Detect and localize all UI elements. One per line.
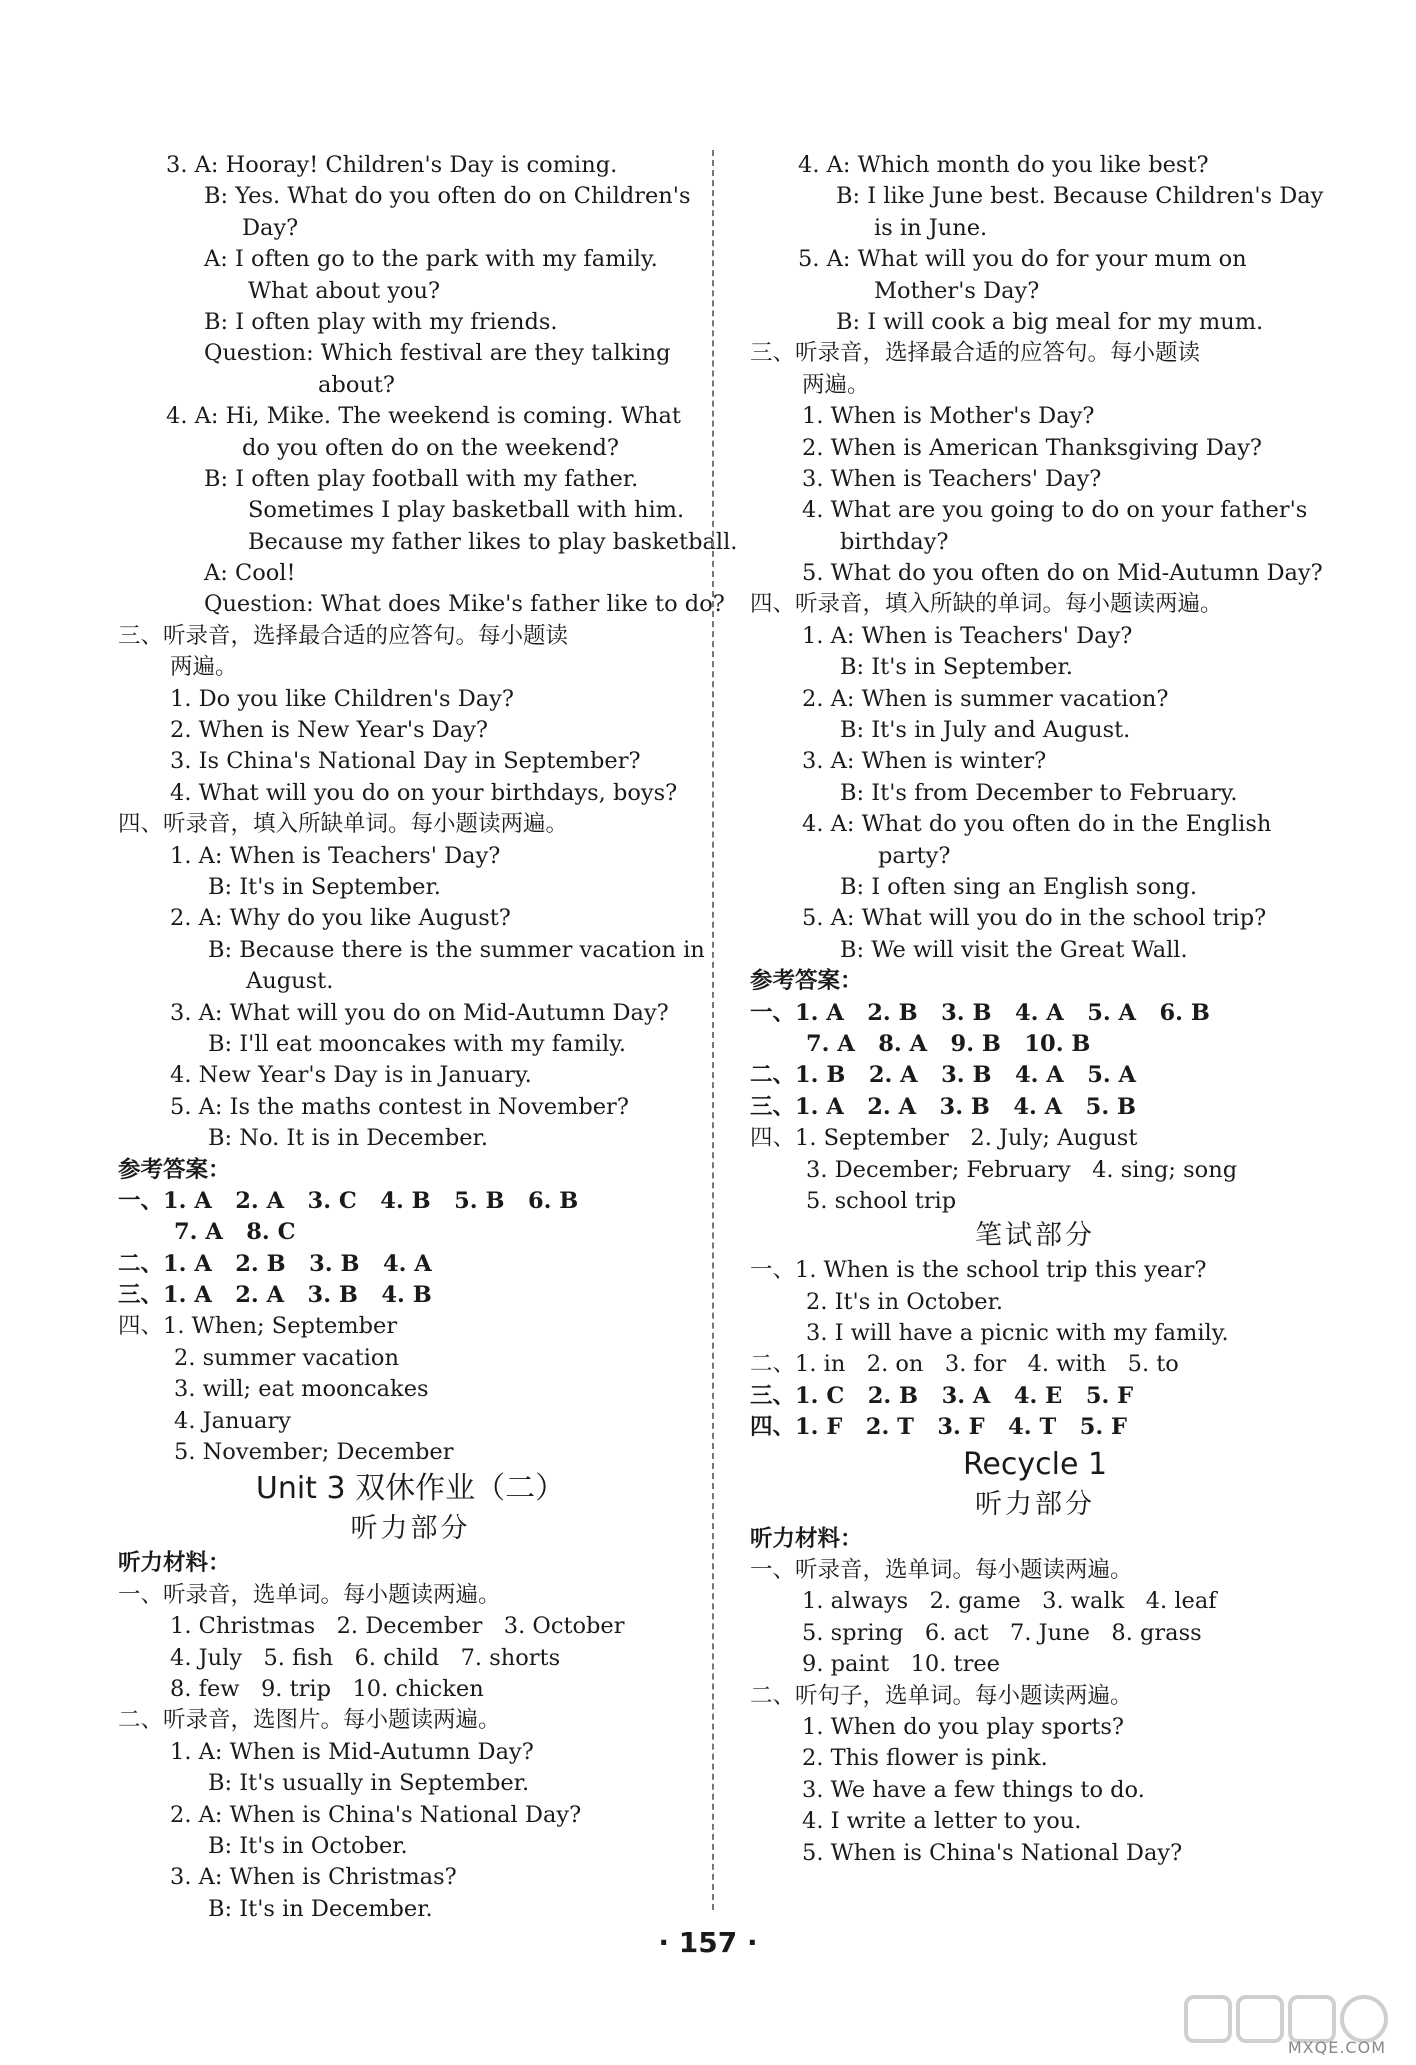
left-column-line: B: I often play football with my father. (204, 465, 639, 492)
left-column-line: 1. A: When is Teachers' Day? (170, 842, 501, 869)
left-column-line: 2. A: Why do you like August? (170, 905, 511, 932)
right-column-line: Recycle 1 (962, 1446, 1108, 1482)
right-column-line: birthday? (840, 528, 949, 555)
right-column-line: 三、1. C 2. B 3. A 4. E 5. F (750, 1382, 1134, 1409)
right-column-line: 三、1. A 2. A 3. B 4. A 5. B (750, 1093, 1137, 1120)
right-column-line: 3. December; February 4. sing; song (806, 1156, 1238, 1183)
left-column-line: 3. A: Hooray! Children's Day is coming. (166, 152, 618, 178)
left-column-line: Unit 3 双休作业（二） (255, 1471, 566, 1507)
column-divider (712, 150, 714, 1910)
left-column-line: 3. Is China's National Day in September? (170, 748, 641, 775)
right-column-line: 1. A: When is Teachers' Day? (802, 622, 1133, 649)
left-column-line: 三、听录音，选择最合适的应答句。每小题读 (118, 622, 569, 649)
left-column-line: A: I often go to the park with my family. (204, 246, 658, 273)
right-column-line: 听力部分 (975, 1488, 1095, 1520)
left-column-line: do you often do on the weekend? (242, 434, 619, 461)
left-column-line: B: I often play with my friends. (204, 308, 558, 335)
right-column-line: 1. always 2. game 3. walk 4. leaf (802, 1588, 1217, 1615)
watermark-text: MXQE.COM (1287, 2038, 1386, 2057)
left-column-line: 1. A: When is Mid-Autumn Day? (170, 1738, 534, 1765)
left-column (118, 150, 738, 1925)
left-column-line: Question: Which festival are they talking (204, 340, 671, 367)
right-column-line: B: We will visit the Great Wall. (840, 936, 1188, 963)
left-column-line: B: It's usually in September. (208, 1770, 530, 1797)
left-column-line: 4. New Year's Day is in January. (170, 1062, 532, 1089)
left-column-line: 4. July 5. fish 6. child 7. shorts (170, 1644, 561, 1671)
right-column-line: 4. What are you going to do on your father's (802, 497, 1308, 524)
left-column-line: 四、听录音，填入所缺单词。每小题读两遍。 (118, 811, 569, 838)
right-column-line: 5. When is China's National Day? (802, 1839, 1183, 1866)
right-column-line: 参考答案： (750, 968, 863, 995)
right-column-line: 2. It's in October. (806, 1288, 1004, 1315)
right-column-line: 7. A 8. A 9. B 10. B (806, 1030, 1091, 1057)
left-column-line: August. (246, 968, 334, 995)
left-column-line: B: It's in October. (208, 1832, 408, 1859)
left-column-line: 四、1. When; September (118, 1313, 398, 1340)
left-column-line: What about you? (248, 277, 441, 304)
right-column-line: Mother's Day? (874, 277, 1040, 304)
left-column-line: 4. A: Hi, Mike. The weekend is coming. What (166, 403, 681, 430)
left-column-line: B: It's in September. (208, 873, 441, 900)
right-column-line: 3. A: When is winter? (802, 748, 1047, 775)
right-column-line: 1. When is Mother's Day? (802, 403, 1095, 430)
left-column-line: 3. A: When is Christmas? (170, 1864, 457, 1891)
right-column-line: is in June. (874, 214, 988, 241)
right-column-line: 二、听句子，选单词。每小题读两遍。 (750, 1682, 1133, 1709)
right-column-line: 听力材料： (750, 1525, 863, 1552)
right-column-line: 3. When is Teachers' Day? (802, 465, 1102, 492)
right-column-line: 两遍。 (802, 371, 870, 398)
right-column-line: 2. When is American Thanksgiving Day? (802, 434, 1262, 461)
right-column-line: 二、1. B 2. A 3. B 4. A 5. A (750, 1062, 1137, 1089)
left-column-line: 2. A: When is China's National Day? (170, 1801, 582, 1828)
right-column-line: B: It's from December to February. (840, 779, 1238, 806)
right-column-line: 3. We have a few things to do. (802, 1776, 1145, 1803)
right-column-line: 四、1. September 2. July; August (750, 1125, 1138, 1152)
left-column-line: B: It's in December. (208, 1895, 433, 1922)
left-column-line: 8. few 9. trip 10. chicken (170, 1675, 484, 1702)
right-column-line: 一、听录音，选单词。每小题读两遍。 (750, 1557, 1133, 1584)
left-column-line: about? (318, 371, 395, 398)
right-column-line: B: I like June best. Because Children's Day (836, 183, 1324, 210)
left-column-line: Because my father likes to play basketball. (248, 528, 738, 555)
right-column-line: 三、听录音，选择最合适的应答句。每小题读 (750, 340, 1201, 367)
right-column-line: 5. A: What will you do for your mum on (798, 246, 1247, 273)
left-column-line: 二、听录音，选图片。每小题读两遍。 (118, 1707, 501, 1734)
right-column-line: 笔试部分 (975, 1220, 1095, 1252)
right-column-line: B: I will cook a big meal for my mum. (836, 308, 1264, 335)
left-column-line: 听力部分 (350, 1513, 471, 1545)
left-column-line: 三、1. A 2. A 3. B 4. B (118, 1282, 432, 1309)
left-column-line: 二、1. A 2. B 3. B 4. A (118, 1250, 432, 1277)
right-column-line: 5. school trip (806, 1187, 957, 1214)
right-column-line: 5. spring 6. act 7. June 8. grass (802, 1619, 1202, 1646)
left-column-line: 4. January (174, 1407, 291, 1434)
left-column-line: 4. What will you do on your birthdays, boys? (170, 779, 678, 806)
right-column-line: B: It's in July and August. (840, 717, 1131, 744)
left-column-line: Day? (242, 214, 299, 241)
left-column-line: B: I'll eat mooncakes with my family. (208, 1030, 627, 1057)
left-column-line: 5. A: Is the maths contest in November? (170, 1093, 629, 1120)
left-column-line: B: Because there is the summer vacation in (208, 936, 705, 963)
left-column-line: 2. When is New Year's Day? (170, 717, 488, 744)
left-column-line: 一、听录音，选单词。每小题读两遍。 (118, 1581, 501, 1608)
right-column-line: 2. A: When is summer vacation? (802, 685, 1169, 712)
left-column-line: 两遍。 (170, 654, 238, 681)
right-column-line: 1. When do you play sports? (802, 1713, 1124, 1740)
right-column-line: party? (878, 842, 951, 869)
left-column-line: 1. Do you like Children's Day? (170, 685, 514, 712)
left-column-line: 7. A 8. C (174, 1219, 296, 1246)
left-column-line: 1. Christmas 2. December 3. October (170, 1613, 625, 1640)
right-column-line: 5. A: What will you do in the school trip? (802, 905, 1267, 932)
right-column-line: 4. I write a letter to you. (802, 1808, 1082, 1835)
right-column-line: 四、1. F 2. T 3. F 4. T 5. F (750, 1414, 1128, 1441)
left-column-line: A: Cool! (204, 560, 296, 587)
page-number: · 157 · (658, 1926, 758, 1959)
left-column-line: Sometimes I play basketball with him. (248, 497, 685, 524)
left-column-line: 参考答案： (118, 1156, 231, 1183)
left-column-line: 听力材料： (118, 1550, 231, 1577)
right-column-line: 一、1. When is the school trip this year? (750, 1257, 1207, 1284)
right-column (750, 150, 1324, 1869)
right-column-line: 四、听录音，填入所缺的单词。每小题读两遍。 (750, 591, 1223, 618)
left-column-line: Question: What does Mike's father like to do? (204, 591, 725, 618)
right-column-line: 9. paint 10. tree (802, 1651, 1000, 1678)
left-column-line: 3. A: What will you do on Mid-Autumn Day? (170, 999, 669, 1026)
right-column-line: B: It's in September. (840, 654, 1073, 681)
right-column-line: 二、1. in 2. on 3. for 4. with 5. to (750, 1351, 1179, 1378)
left-column-line: 2. summer vacation (174, 1344, 399, 1371)
right-column-line: 3. I will have a picnic with my family. (806, 1320, 1229, 1347)
right-column-line: 4. A: What do you often do in the English (802, 811, 1272, 838)
right-column-line: 一、1. A 2. B 3. B 4. A 5. A 6. B (750, 999, 1210, 1026)
right-column-line: 2. This flower is pink. (802, 1745, 1048, 1772)
right-column-line: 4. A: Which month do you like best? (798, 152, 1209, 178)
right-column-line: B: I often sing an English song. (840, 873, 1198, 900)
left-column-line: 5. November; December (174, 1439, 454, 1466)
left-column-line: 一、1. A 2. A 3. C 4. B 5. B 6. B (118, 1187, 579, 1214)
left-column-line: B: No. It is in December. (208, 1125, 488, 1152)
left-column-line: 3. will; eat mooncakes (174, 1376, 429, 1403)
left-column-line: B: Yes. What do you often do on Children's (204, 183, 691, 210)
right-column-line: 5. What do you often do on Mid-Autumn Day? (802, 560, 1323, 587)
